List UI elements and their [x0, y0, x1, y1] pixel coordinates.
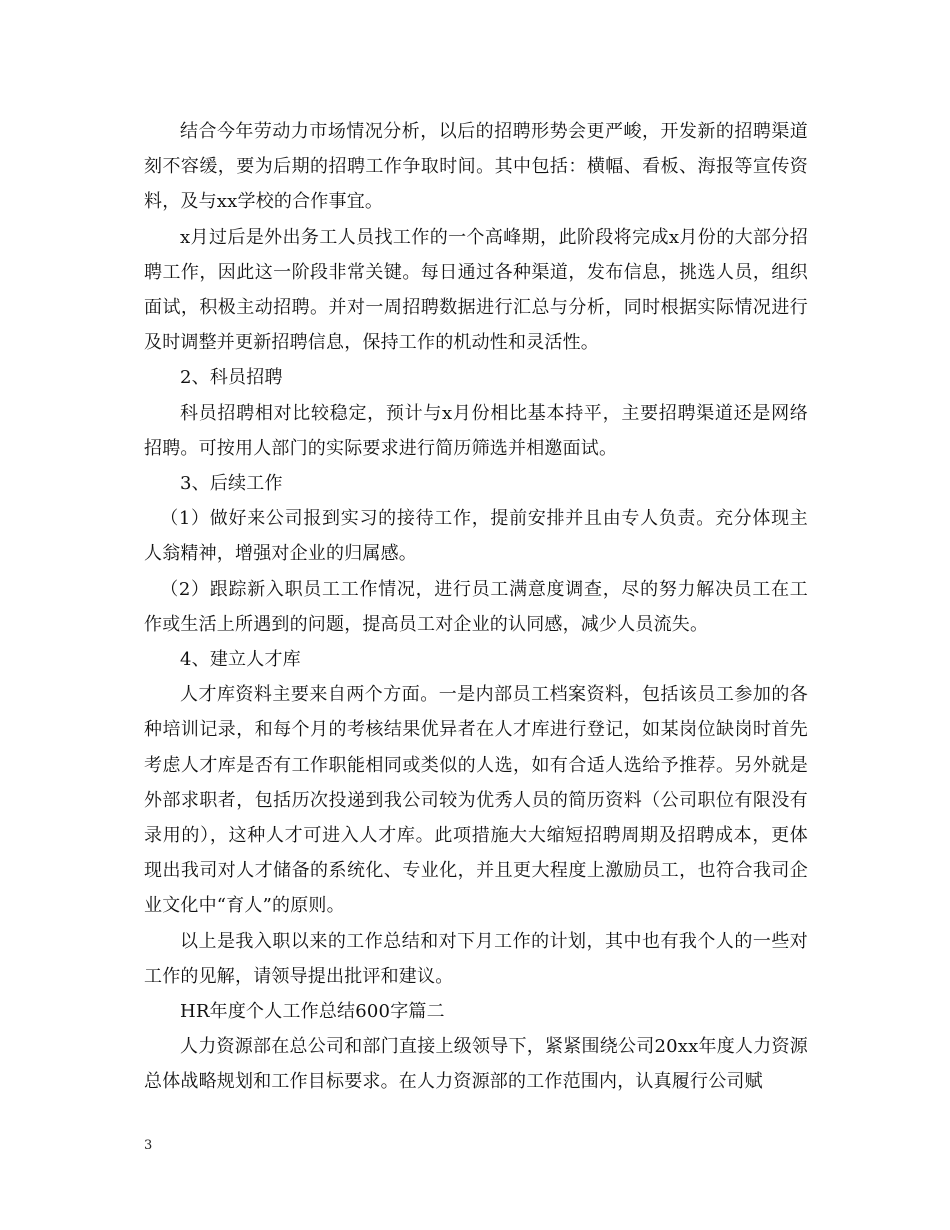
document-body: [144, 114, 808, 1100]
paragraph-hr-department: 人力资源部在总公司和部门直接上级领导下，紧紧围绕公司20xx年度人力资源总体战略规划和工作目标要求。在人力资源部的工作范围内，认真履行公司赋: [144, 1036, 808, 1093]
heading-staff-recruitment: 2、科员招聘: [180, 367, 283, 389]
paragraph-follow-up-item-1: （1）做好来公司报到实习的接待工作，提前安排并且由专人负责。充分体现主人翁精神，增强对企业的归属感。: [144, 508, 808, 565]
heading-talent-pool: 4、建立人才库: [180, 649, 301, 671]
paragraph-follow-up-item-2: （2）跟踪新入职员工工作情况，进行员工满意度调查，尽的努力解决员工在工作或生活上所遇到的问题，提高员工对企业的认同感，减少人员流失。: [144, 578, 808, 635]
paragraph-talent-pool: 人才库资料主要来自两个方面。一是内部员工档案资料，包括该员工参加的各种培训记录，和每个月的考核结果优异者在人才库进行登记，如某岗位缺岗时首先考虑人才库是否有工作职能相同或类似的人选，如有合适人选给予推荐。另外就是外部求职者，包括历次投递到我公司较为优秀人员的简历资料（公司职位有限没有录用的），这种人才可进入人才库。此项措施大大缩短招聘周期及招聘成本，更体现出我司对人才储备的系统化、专业化，并且更大程度上激励员工，也符合我司企业文化中“育人”的原则。: [144, 684, 808, 917]
paragraph-staff-recruitment: 科员招聘相对比较稳定，预计与x月份相比基本持平，主要招聘渠道还是网络招聘。可按用人部门的实际要求进行简历筛选并相邀面试。: [144, 402, 808, 459]
page-number: 3: [144, 1138, 153, 1153]
heading-follow-up-work: 3、后续工作: [180, 473, 283, 495]
paragraph-recruitment-channels: 结合今年劳动力市场情况分析，以后的招聘形势会更严峻，开发新的招聘渠道刻不容缓，要为后期的招聘工作争取时间。其中包括：横幅、看板、海报等宣传资料，及与xx学校的合作事宜。: [144, 121, 808, 213]
heading-article-two: HR年度个人工作总结600字篇二: [180, 1001, 445, 1023]
paragraph-peak-period: x月过后是外出务工人员找工作的一个高峰期，此阶段将完成x月份的大部分招聘工作，因此这一阶段非常关键。每日通过各种渠道，发布信息，挑选人员，组织面试，积极主动招聘。并对一周招聘数据进行汇总与分析，同时根据实际情况进行及时调整并更新招聘信息，保持工作的机动性和灵活性。: [144, 226, 808, 354]
paragraph-closing-remarks: 以上是我入职以来的工作总结和对下月工作的计划，其中也有我个人的一些对工作的见解，请领导提出批评和建议。: [144, 930, 808, 987]
